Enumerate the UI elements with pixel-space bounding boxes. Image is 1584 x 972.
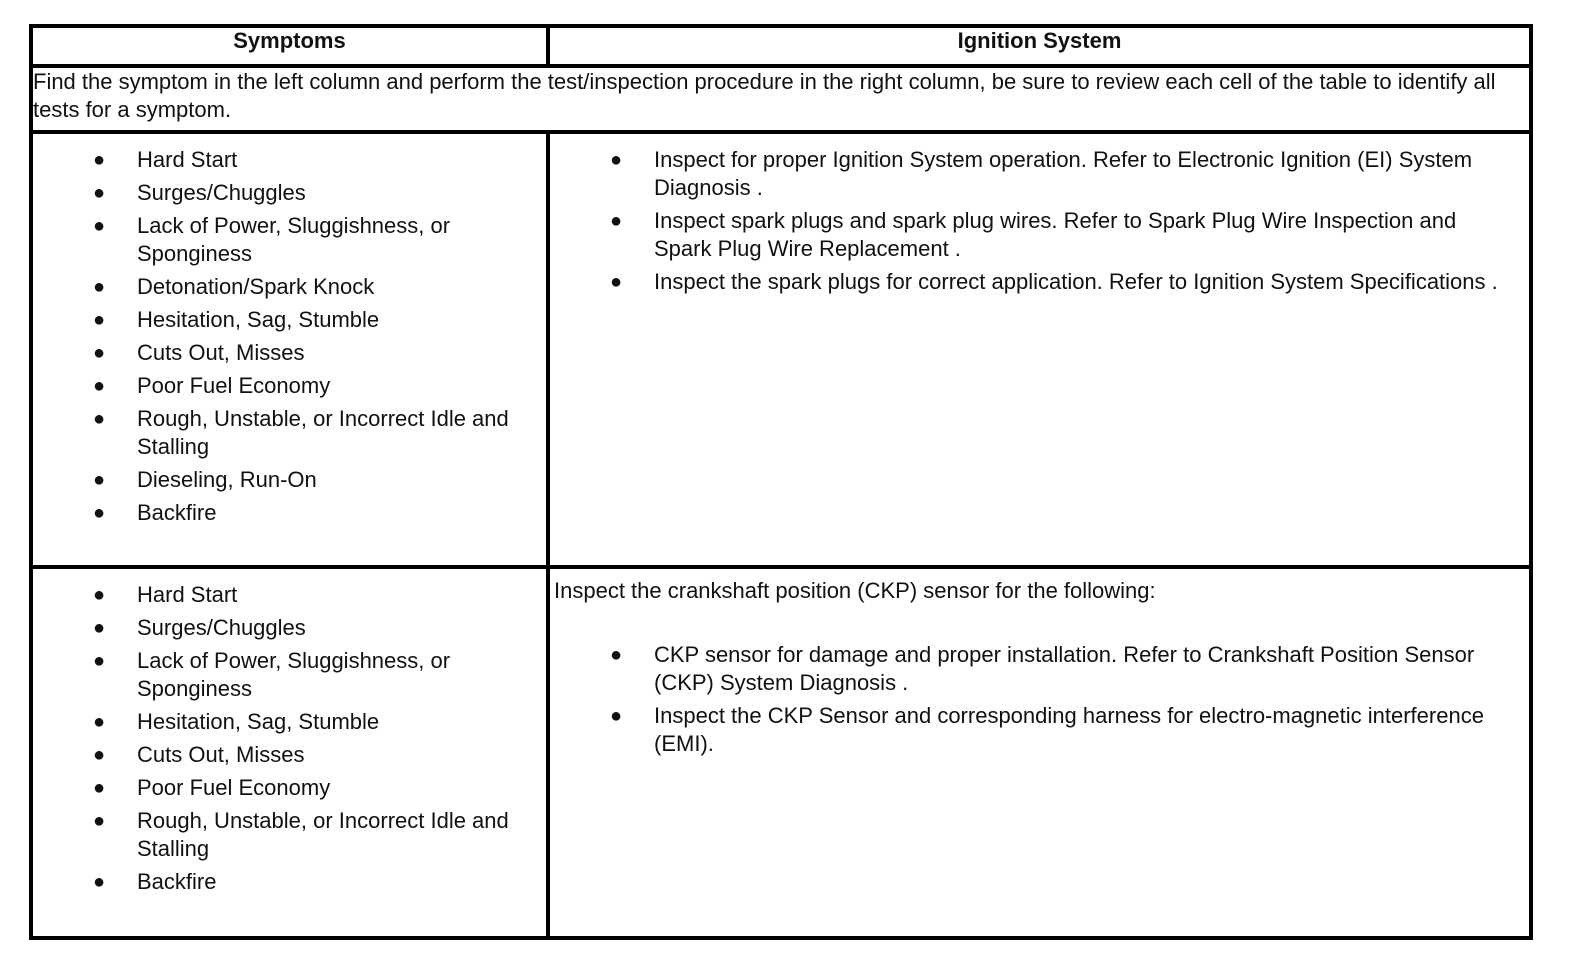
symptom-text: Rough, Unstable, or Incorrect Idle and Stalling: [137, 406, 509, 459]
bullet-icon: ●: [92, 182, 106, 204]
symptom-text: Poor Fuel Economy: [137, 775, 331, 800]
symptom-item: [92, 868, 534, 896]
bullet-icon: ●: [609, 705, 623, 727]
symptom-item: [92, 466, 534, 494]
symptom-item: [92, 807, 534, 863]
symptom-text: Hesitation, Sag, Stumble: [137, 709, 380, 734]
symptom-item: [92, 741, 534, 769]
symptom-item: [92, 581, 534, 609]
symptom-item: [92, 146, 534, 174]
symptoms-cell: [31, 132, 548, 567]
test-list: [550, 134, 1529, 296]
bullet-icon: ●: [609, 644, 623, 666]
bullet-icon: ●: [92, 309, 106, 331]
tests-cell: [548, 567, 1531, 938]
ignition-system-column-header: Ignition System: [548, 26, 1531, 66]
symptoms-column-header: Symptoms: [31, 26, 548, 66]
test-item: [609, 207, 1513, 263]
symptom-text: Lack of Power, Sluggishness, or Sponginess: [137, 213, 451, 266]
symptom-text: Cuts Out, Misses: [137, 340, 305, 365]
symptom-text: Hesitation, Sag, Stumble: [137, 307, 380, 332]
bullet-icon: ●: [92, 584, 106, 606]
bullet-icon: ●: [609, 210, 623, 232]
table-header-row: [31, 26, 1531, 66]
symptom-item: [92, 179, 534, 207]
symptom-text: Lack of Power, Sluggishness, or Sponginess: [137, 648, 451, 701]
symptom-text: Surges/Chuggles: [137, 615, 306, 640]
symptom-text: Backfire: [137, 869, 217, 894]
symptom-text: Cuts Out, Misses: [137, 742, 305, 767]
bullet-icon: ●: [92, 469, 106, 491]
table-row: [31, 132, 1531, 567]
bullet-icon: ●: [92, 342, 106, 364]
symptom-text: Dieseling, Run-On: [137, 467, 317, 492]
symptom-text: Hard Start: [137, 582, 238, 607]
symptom-item: [92, 614, 534, 642]
test-text: Inspect the CKP Sensor and corresponding harness for electro-magnetic interference (EMI).: [654, 703, 1484, 756]
test-item: [609, 268, 1513, 296]
table-row: [31, 567, 1531, 938]
bullet-icon: ●: [92, 502, 106, 524]
bullet-icon: ●: [92, 215, 106, 237]
bullet-icon: ●: [609, 271, 623, 293]
symptom-text: Hard Start: [137, 147, 238, 172]
symptom-list: [33, 134, 546, 527]
bullet-icon: ●: [92, 810, 106, 832]
bullet-icon: ●: [92, 408, 106, 430]
test-text: Inspect spark plugs and spark plug wires. Refer to Spark Plug Wire Inspection and Spark Plug Wire Replacement .: [654, 208, 1457, 261]
symptoms-cell: [31, 567, 548, 938]
symptom-item: [92, 273, 534, 301]
symptom-item: [92, 372, 534, 400]
tests-cell: [548, 132, 1531, 567]
test-item: [609, 641, 1513, 697]
symptom-item: [92, 212, 534, 268]
symptom-item: [92, 499, 534, 527]
bullet-icon: ●: [92, 871, 106, 893]
symptom-item: [92, 306, 534, 334]
symptom-text: Surges/Chuggles: [137, 180, 306, 205]
test-text: Inspect for proper Ignition System operation. Refer to Electronic Ignition (EI) System Diagnosis .: [654, 147, 1473, 200]
symptom-item: [92, 774, 534, 802]
symptom-item: [92, 647, 534, 703]
bullet-icon: ●: [92, 617, 106, 639]
bullet-icon: ●: [92, 777, 106, 799]
test-text: Inspect the spark plugs for correct application. Refer to Ignition System Specifications .: [654, 269, 1498, 294]
symptom-item: [92, 708, 534, 736]
symptom-text: Backfire: [137, 500, 217, 525]
test-list: [550, 605, 1529, 758]
bullet-icon: ●: [92, 744, 106, 766]
bullet-icon: ●: [92, 711, 106, 733]
bullet-icon: ●: [92, 276, 106, 298]
symptom-text: Poor Fuel Economy: [137, 373, 331, 398]
bullet-icon: ●: [92, 650, 106, 672]
ckp-intro-text: Inspect the crankshaft position (CKP) sensor for the following:: [554, 578, 1156, 603]
instruction-text: Find the symptom in the left column and perform the test/inspection procedure in the right column, be sure to review each cell of the table to identify all tests for a symptom.: [31, 66, 1531, 132]
symptom-item: [92, 405, 534, 461]
symptom-item: [92, 339, 534, 367]
symptom-list: [33, 569, 546, 896]
test-text: CKP sensor for damage and proper installation. Refer to Crankshaft Position Sensor (CKP) System Diagnosis .: [654, 642, 1475, 695]
bullet-icon: ●: [609, 149, 623, 171]
bullet-icon: ●: [92, 149, 106, 171]
symptom-text: Rough, Unstable, or Incorrect Idle and Stalling: [137, 808, 509, 861]
instruction-row: [31, 66, 1531, 132]
symptom-text: Detonation/Spark Knock: [137, 274, 375, 299]
diagnostic-table: [29, 24, 1533, 940]
test-item: [609, 146, 1513, 202]
bullet-icon: ●: [92, 375, 106, 397]
test-item: [609, 702, 1513, 758]
